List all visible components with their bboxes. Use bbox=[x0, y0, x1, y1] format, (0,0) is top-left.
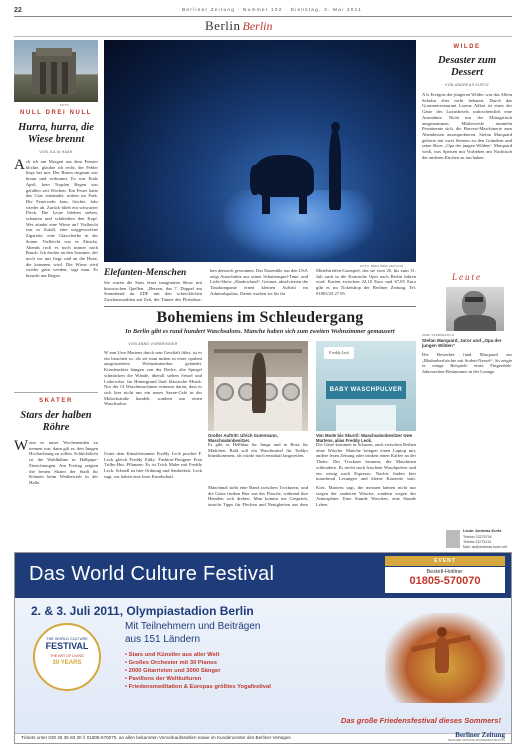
page-number: 22 bbox=[14, 7, 22, 14]
section-script: Berlin bbox=[242, 19, 273, 33]
photo1-caption: Großer Auftritt: Ulrich Gutermann, Waschsalonbesitzer. bbox=[208, 433, 278, 443]
chef-photo-text: Stefan Marquard, Juror und „Opa der jungen Wilden“ bbox=[422, 338, 502, 349]
laundry-photo bbox=[208, 341, 308, 431]
ad-sub1: Mit Teilnehmern und Beiträgen bbox=[125, 621, 261, 632]
ad-bullet: • Großes Orchester mit 30 Pianos bbox=[125, 660, 217, 666]
baby-label-text: BABY WASCHPULVER bbox=[329, 387, 403, 393]
contact-mail[interactable]: Mail: ak@andreas-kurtz.net bbox=[463, 545, 507, 549]
left-headline: Hurra, hurra, die Wiese brennt bbox=[18, 122, 94, 145]
ad-event-tag-text: EVENT bbox=[434, 558, 456, 564]
ad-bullet-text: Friedensmeditation & Europas größtes Yogafestival bbox=[128, 684, 271, 690]
feature-subheadline: In Berlin gibt es rund hundert Waschsalons. Manche haben sich zum zweiten Wohnzimmer gemausert bbox=[125, 328, 395, 335]
ad-sub2: aus 151 Ländern bbox=[125, 634, 201, 645]
ad-hotline-label: Bestell-Hotline: bbox=[426, 569, 464, 575]
ad-bullet-text: Stars und Künstler aus aller Welt bbox=[128, 652, 220, 658]
section-berlin: Berlin bbox=[205, 18, 241, 33]
badge-sub: THE ART OF LIVING bbox=[50, 654, 84, 658]
ad-bullet-text: Pavillons der Weltkulturen bbox=[128, 676, 202, 682]
washing-machine bbox=[282, 383, 300, 401]
freddy-photo bbox=[316, 341, 416, 431]
feature-col2: Er gibt es Hellblau für Jungs und in Rosa für Mädchen. Bald soll ein Waschmittel für Teddys hinzukommen, als würde mich ernsthaft langweilen. bbox=[208, 442, 308, 459]
skater-headline: Stars der halben Röhre bbox=[20, 410, 92, 433]
ad-slogan: Das große Friedensfestival dieses Sommers! bbox=[340, 716, 501, 725]
ad-title: Das World Culture Festival bbox=[29, 563, 275, 585]
badge-top: THE WORLD CULTURE bbox=[46, 637, 88, 641]
ad-bullet: • 2000 Gitarristen und 3000 Sänger bbox=[125, 668, 221, 674]
left-dropcap: A bbox=[14, 159, 25, 173]
left-byline: VON JULIA HAAK bbox=[39, 150, 73, 154]
feature-col1: W enn Uwe Martens durch sein Geschäft führt, ist es ein bisschen so, als sei man mitten in einer opulent ausgestatteten Wohnzimmerbar gelandet. Kronleuchter hängen von der Decke, alte Spiegel schmücken die Wände, überall stehen Sessel und Ledersofas. Im Hintergrund läuft klassische Musik. Nur die 14 Waschmaschinen erinnern daran, dass es sich hier nicht um ein neues Szene-Café in der Mulackstraße handelt, sondern um einen Waschsalon. bbox=[104, 350, 202, 407]
ad-event-tag bbox=[385, 556, 505, 566]
ad-bullet: • Pavillons der Weltkulturen bbox=[125, 676, 202, 682]
top-body-col2: ben dennoch gewonnen. Das Ensemble aus den USA zeigt Ausschnitte aus seiner Schattenspiel-Tanz- und Licht-Show „Shadowland“. Getanzt, absolvierten die Tanzkompanie einen kleinen Auftritt im Admiralspalast. Damit warben sie für ihr bbox=[210, 268, 308, 296]
elephant-silhouette bbox=[254, 155, 314, 197]
top-body-col1: Sie waren die Stars einer imaginären Show mit historischen Quellen. „Herzen, das 7. Doppel am Sonnabend im ZDF mit den schrecklichen Zuschauerzahlen auf Zeit, der Tänzer des Flisbobus- bbox=[104, 280, 202, 303]
logo-text: Berliner Zeitung bbox=[455, 731, 505, 739]
person-figure bbox=[252, 353, 266, 413]
top-body-col3: Mittelstreifen-Gastspiel, das sie vom 20. bis zum 31. Juli auch in die Komische Oper nach Berlin führen wird. Karten zwischen 22,10 Euro und 67,85 Euro gibt es im Ticketshop der Berliner Zeitung, Tel. 01805/23 27 85. bbox=[316, 268, 416, 296]
badge-main: FESTIVAL bbox=[45, 641, 89, 651]
header-rule-2 bbox=[14, 36, 512, 37]
section-title bbox=[205, 17, 325, 35]
berliner-zeitung-logo bbox=[448, 732, 505, 742]
left-body-text: ch ich am Morgen aus dem Fenster blickte, glaubte ich recht, der Fehler liege bei mir. Der Rasen ringsum war braun und verbrannt. Es war Ende April, kein Tropfen Regen war gefallen seit Wochen. Ein Feuer hatte das Gras entzündet, mitten im Park. Die Feuerwehr kam, löschte, fuhr wieder ab. Zurück blieb ein schwarzer Fleck. Die Leute blieben stehen, schauten und schüttelten den Kopf. Wer zündet eine Wiese an? Vielleicht war es Zufall, eine weggeworfene Zigarette, eine Glasscherbe in der Sonne. Vielleicht war es Absicht. Abends roch es noch immer nach Rauch. Ich dachte an den Sommer, der noch vor uns liegt, und an die Hitze, die kommen wird. Die Wiese wird wieder grün werden, sagt man. Es braucht nur Regen. bbox=[25, 159, 98, 279]
right-body-2: Die Bewerber fand Marquard zur „Rhabarberfrüchte mit Sorbet-Nessel“. So zeigte er einige Beispiele eines Fingerdreh-Jahreszeiten-Restaurants in der Lounge. bbox=[422, 352, 512, 375]
ad-bullet-text: 2000 Gitarristen und 3000 Sänger bbox=[128, 668, 221, 674]
contact-tel: Telefon 23275794 bbox=[463, 535, 492, 539]
ad-hotline-box[interactable] bbox=[385, 567, 505, 593]
chef-photo bbox=[446, 287, 504, 331]
masthead-line: Berliner Zeitung · Nummer 102 · Dienstag, 3. Mai 2011 bbox=[182, 8, 363, 13]
feature-col-bottom: Manchmal steht eine Band zwischen Trocknern, und die Gäste trinken Bier aus der Flasche, während ihre Hemden sich drehen. Man kommt ins Gespräch, tauscht Tipps für Flecken und Neuigkeiten aus dem Kiez. Martens sagt, die meisten kämen nicht nur wegen der sauberen Wäsche, sondern wegen der Atmosphäre. Eine Stunde Waschen, eine Stunde Leben. bbox=[208, 485, 416, 508]
baby-label bbox=[326, 381, 406, 399]
washing-machine bbox=[216, 383, 234, 401]
skater-kicker: SKATER bbox=[39, 398, 73, 404]
top-headline: Elefanten-Menschen bbox=[104, 268, 187, 278]
ad-date-line: 2. & 3. Juli 2011, Olympiastadion Berlin bbox=[31, 604, 254, 618]
ad-tickets[interactable]: Tickets unter 030 25 35 83 30 // 01805-570070, an allen bekannten Vorverkaufsstellen sowie im Kundencenter des Berliner Verlages. bbox=[21, 735, 292, 740]
logo-sub: BERLINER GRÖSSTE ABONNEMENTZEITUNG bbox=[448, 739, 505, 742]
dancer-silhouette bbox=[329, 130, 341, 210]
left-photo bbox=[14, 40, 98, 102]
left-kicker: NULL DREI NULL bbox=[20, 110, 92, 116]
left-body bbox=[14, 159, 98, 389]
skater-body bbox=[14, 440, 98, 548]
top-photo-credit: FOTO: BERLINER ZEITUNG bbox=[360, 264, 404, 268]
feature-col3: Die Gäste kommen in Scharen, auch zwischen Reihen ohne Wäsche. Manche bringen einen Laptop mit, andere lesen Zeitung oder trinken einen Kaffee an der Theke. Der Trockner brummt, die Maschinen schleudern. Es riecht nach frischem Waschpulver und ein wenig nach Espresso. Nachts finden hier manchmal Lesungen und kleine Konzerte statt. bbox=[316, 442, 416, 482]
left-photo-credit: FOTO bbox=[60, 103, 70, 107]
ad-bullet-text: Großes Orchester mit 30 Pianos bbox=[128, 660, 217, 666]
left-rule bbox=[14, 392, 98, 393]
ad-bullet-list bbox=[125, 651, 355, 691]
ad-bullet: • Friedensmeditation & Europas größtes Yogafestival bbox=[125, 684, 271, 690]
ad-hotline-number[interactable]: 01805-570070 bbox=[409, 575, 481, 587]
chef-photo-caption: ZWEI STERNEKOCH bbox=[422, 333, 455, 337]
right-headline: Desaster zum Dessert bbox=[437, 55, 497, 78]
ad-bullet: • Stars und Künstler aus aller Welt bbox=[125, 652, 220, 658]
feature-headline: Bohemiens im Schleudergang bbox=[156, 309, 364, 326]
badge-years: 30 YEARS bbox=[52, 660, 82, 666]
feature-byline: VON ANNE VORBRINGER bbox=[128, 342, 178, 346]
skater-body-text: enn es unser Wochenenden zu nennen war, dann gilt es, den Jungen Hochachtung zu zollen. Schlechtlicht ist die Waldbühne in Halbpipe-Einrichtungen. Am Freitag zeigten die besten Skater der Stadt ihr Können beim Wettbewerb in der Halle. bbox=[29, 440, 98, 485]
photo2-caption: Von Mode bis Skurril: Waschsalonbesitzer Uwe Martens, alias Freddy Leck. bbox=[316, 433, 413, 443]
freddy-sign-text: Freddy Leck bbox=[329, 350, 349, 355]
dancer-image bbox=[385, 613, 505, 703]
leute-title: Leute bbox=[452, 272, 482, 282]
feature-col1b: Unter dem Künstlernamen Freddy Leck prochet F. Leck gleich Freddy Eddy: Fashion-Designer Frau Trilby-Hut. Pflanzen: Es ist Trick Maler mit Freddy Leck. Schnell ist hier Ordnung und Sauberkeit. Leck sagt, wir haben eine feste Kundschaft. bbox=[104, 451, 202, 479]
contact-fax: Telefax 23275114 bbox=[463, 540, 492, 544]
skater-dropcap: W bbox=[14, 440, 29, 454]
festival-badge bbox=[33, 623, 101, 691]
right-byline: VON ANDREAS KURTZ bbox=[445, 83, 489, 87]
contact-name: Leute: Andreas Kurtz bbox=[463, 529, 502, 533]
top-photo bbox=[104, 40, 416, 262]
feature-rule bbox=[104, 306, 416, 307]
right-body: A ls Ereignis der jüngeren Wildec war das Allein Saludur eher nicht bekannt. Durch das Gourmetrestaurant Lorenz Adlon ist eines der Gäste des Luxushotels wahrscheinlich eine Ausnahme. Nicht nur der Mittagstisch ausgenommen. Mittlerweile tummeln Prominente sich, die Harvest-Maschinerie zum Abendessen auszuprobieren. Stefan Marquard gehörte mit zwei Sternen zu den Gründern und seine Show „Opa der jungen Wilden“. Marquard weiß, was Speisen mit Vorlieben am Nachtisch der anderen Küchen zu tun haben. bbox=[422, 92, 512, 160]
right-kicker: WILDE bbox=[453, 44, 481, 50]
freddy-sign bbox=[324, 347, 354, 359]
festival-ad[interactable] bbox=[14, 552, 512, 744]
